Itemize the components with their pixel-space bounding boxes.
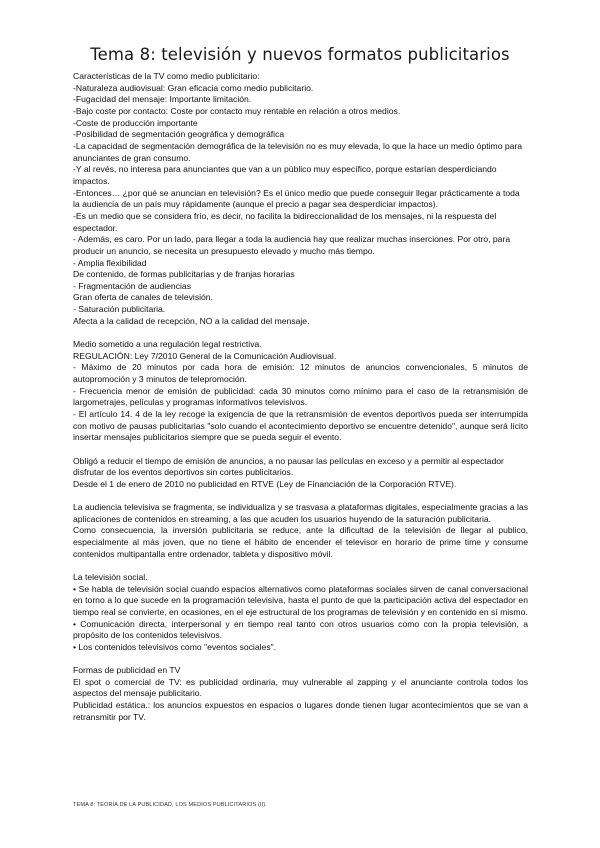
section-heading: Formas de publicidad en TV bbox=[73, 665, 181, 676]
paragraph: -Y al revés, no interesa para anunciantes que van a un público muy específico, porque estarían desperdiciando impactos. bbox=[73, 164, 497, 186]
section-tv-characteristics bbox=[73, 71, 528, 327]
paragraph: El spot o comercial de TV: es publicidad ordinaria, muy vulnerable al zapping y el anunciante controla todos los aspectos del mensaje publicitario. bbox=[73, 676, 528, 699]
paragraph: La audiencia televisiva se fragmenta, se individualiza y se trasvasa a plataformas digitales, especialmente gracias a las aplicaciones de contenidos en streaming, a las que acuden los usuarios huyendo de la saturación publicitaria. bbox=[73, 502, 528, 524]
section-social-tv bbox=[73, 572, 528, 654]
page-title: Tema 8: televisión y nuevos formatos publicitarios bbox=[90, 45, 510, 65]
page-footer: TEMA 8: TEORÍA DE LA PUBLICIDAD, LOS MEDIOS PUBLICITARIOS (II). bbox=[73, 802, 267, 808]
paragraph: - Fragmentación de audiencias bbox=[73, 280, 191, 291]
section-regulation bbox=[73, 339, 528, 444]
section-regulation-effects bbox=[73, 456, 528, 491]
paragraph: -Entonces… ¿por qué se anuncian en televisión? Es el único medio que puede conseguir llegar prácticamente a toda la audiencia de un país muy rápidamente (aunque el precio a pagar sea desperdiciar impactos). bbox=[73, 187, 520, 210]
paragraph: -Es un medio que se considera frío, es decir, no facilita la bidireccionalidad de los mensajes, ni la respuesta del espectador. bbox=[73, 210, 497, 233]
section-ad-formats bbox=[73, 665, 528, 723]
section-audience-fragmentation bbox=[73, 502, 528, 560]
paragraph: De contenido, de formas publicitarias y de franjas horarias bbox=[73, 269, 295, 280]
paragraph: - Máximo de 20 minutos por cada hora de emisión: 12 minutos de anuncios convencionales, 5 minutos de autopromoción y 3 minutos de telepromoción. bbox=[73, 362, 528, 384]
paragraph: - Saturación publicitaria. bbox=[73, 304, 166, 315]
paragraph: -Fugacidad del mensaje: Importante limitación. bbox=[73, 94, 252, 105]
paragraph: -Coste de producción importante bbox=[73, 117, 198, 128]
paragraph: - Amplia flexibilidad bbox=[73, 257, 147, 268]
section-heading: La televisión social. bbox=[73, 571, 148, 582]
paragraph: -Bajo coste por contacto: Coste por contacto muy rentable en relación a otros medios. bbox=[73, 105, 401, 116]
paragraph: -Naturaleza audiovisual: Gran eficacia como medio publicitario. bbox=[73, 82, 314, 93]
paragraph: Publicidad estática.: los anuncios expuestos en espacios o lugares donde tienen lugar acontecimientos que se van a retransmitir por TV. bbox=[73, 700, 528, 722]
paragraph: REGULACIÓN: Ley 7/2010 General de la Comunicación Audiovisual. bbox=[73, 350, 337, 361]
paragraph: -Posibilidad de segmentación geográfica y demográfica bbox=[73, 129, 285, 140]
paragraph: Afecta a la calidad de recepción, NO a la calidad del mensaje. bbox=[73, 315, 310, 326]
paragraph: Gran oferta de canales de televisión. bbox=[73, 292, 213, 303]
paragraph: • Se habla de televisión social cuando espacios alternativos como plataformas sociales sirven de canal conversacional en torno a lo que sucede en la programación televisiva, hasta el punto de que la participación activa del espectador en tiempo real se convierte, en ocasiones, en el eje estructural de los programas de televisión y en contenido en sí mismo. bbox=[73, 583, 528, 617]
section-heading: Medio sometido a una regulación legal restrictiva. bbox=[73, 339, 262, 350]
paragraph: • Los contenidos televisivos como "eventos sociales". bbox=[73, 641, 277, 652]
document-body bbox=[73, 71, 528, 723]
paragraph: -La capacidad de segmentación demográfica de la televisión no es muy elevada, lo que la hace un medio óptimo para anunciantes de gran consumo. bbox=[73, 140, 523, 163]
paragraph: Obligó a reducir el tiempo de emisión de anuncios, a no pausar las películas en exceso y a permitir al espectador disfrutar de los eventos deportivos sin cortes publicitarios. bbox=[73, 455, 504, 478]
paragraph: Como consecuencia, la inversión publicitaria se reduce, ante la dificultad de la televisión de llegar al publico, especialmente al más joven, que no tiene el hábito de encender el televisor en horario de prime time y consume contenidos multipantalla entre ordenador, tableta y dispositivo móvil. bbox=[73, 525, 528, 559]
paragraph: Desde el 1 de enero de 2010 no publicidad en RTVE (Ley de Financiación de la Corporación RTVE). bbox=[73, 478, 457, 489]
section-heading: Características de la TV como medio publicitario: bbox=[73, 71, 260, 81]
paragraph: - Frecuencia menor de emisión de publicidad: cada 30 minutos como mínimo para el caso de la retransmisión de largometrajes, películas y programas informativos televisivos. bbox=[73, 385, 528, 408]
paragraph: - El artículo 14. 4 de la ley recoge la exigencia de que la retransmisión de eventos deportivos pueda ser interrumpida con motivo de pausas publicitarias "solo cuando el acontecimiento deportivo se encuentre detenido", aunque será lícito insertar mensajes publicitarios siempre que se pueda seguir el evento. bbox=[73, 408, 528, 443]
paragraph: - Además, es caro. Por un lado, para llegar a toda la audiencia hay que realizar muchas inserciones. Por otro, para producir un anuncio, se necesita un presupuesto elevado y mucho más tiempo. bbox=[73, 234, 511, 256]
paragraph: • Comunicación directa, interpersonal y en tiempo real tanto con otros usuarios como con la propia televisión, a propósito de los contenidos televisivos. bbox=[73, 618, 528, 641]
